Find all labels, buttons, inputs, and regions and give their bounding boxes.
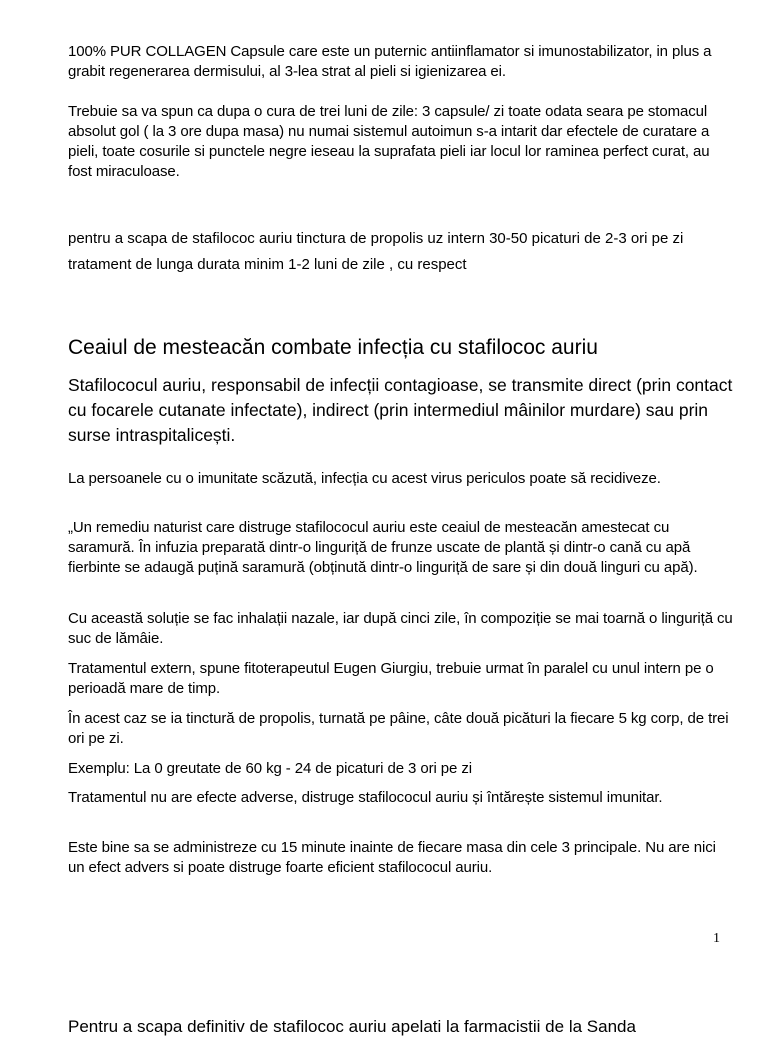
article-heading: Ceaiul de mesteacăn combate infecția cu stafilococ auriu — [68, 336, 598, 359]
next-page-text: Pentru a scapa definitiv de stafilococ auriu apelati la farmacistii de la Sanda — [68, 1017, 636, 1036]
article-paragraph: Tratamentul nu are efecte adverse, distruge stafilococul auriu și întărește sistemul imunitar. — [68, 789, 663, 806]
article-paragraph: La persoanele cu o imunitate scăzută, infecția cu acest virus periculos poate să recidiveze. — [68, 470, 661, 487]
propolis-paragraph: pentru a scapa de stafilococ auriu tinctura de propolis uz intern 30-50 picaturi de 2-3 ori pe zi tratament de lunga durata minim 1-2 luni de zile , cu respect — [68, 230, 684, 273]
example-line: Exemplu: La 0 greutate de 60 kg - 24 de picaturi de 3 ori pe zi — [68, 760, 472, 777]
article-paragraph: În acest caz se ia tinctură de propolis, turnată pe pâine, câte două picături la fiecare 5 kg corp, de trei ori pe zi. — [68, 710, 729, 747]
page-number: 1 — [713, 931, 720, 946]
article-paragraph: „Un remediu naturist care distruge stafilococul auriu este ceaiul de mesteacăn amestecat cu saramură. În infuzia preparată dintr-o linguriță de frunze uscate de plantă și dintr-o cană cu apă fierbinte se adaugă puțină saramură (obținută dintr-o linguriță de sare și din două linguri cu apă). — [68, 519, 698, 576]
article-paragraph: Cu această soluție se fac inhalații nazale, iar după cinci zile, în compoziție se mai toarnă o linguriță cu suc de lămâie. — [68, 610, 733, 647]
treatment-experience-paragraph: Trebuie sa va spun ca dupa o cura de trei luni de zile: 3 capsule/ zi toate odata seara pe stomacul absolut gol ( la 3 ore dupa masa) nu numai sistemul autoimun s-a intarit dar efectele de curatare a pieli, toate cosurile si punctele negre ieseau la suprafata pieli iar locul lor raminea perfect curat, au fost miraculoase. — [68, 103, 710, 180]
collagen-paragraph: 100% PUR COLLAGEN Capsule care este un puternic antiinflamator si imunostabilizator, in plus a grabit regenerarea dermisului, al 3-lea strat al pieli si igienizarea ei. — [68, 43, 712, 80]
article-paragraph: Este bine sa se administreze cu 15 minute inainte de fiecare masa din cele 3 principale. Nu are nici un efect advers si poate distruge foarte eficient stafilococul auriu. — [68, 839, 716, 876]
article-lead: Stafilococul auriu, responsabil de infecții contagioase, se transmite direct (prin contact cu focarele cutanate infectate), indirect (prin intermediul mâinilor murdare) sau prin surse intraspitalicești. — [68, 375, 733, 445]
article-paragraph: Tratamentul extern, spune fitoterapeutul Eugen Giurgiu, trebuie urmat în paralel cu unul intern pe o perioadă mare de timp. — [68, 660, 714, 697]
next-page-fragment — [68, 1012, 736, 1036]
